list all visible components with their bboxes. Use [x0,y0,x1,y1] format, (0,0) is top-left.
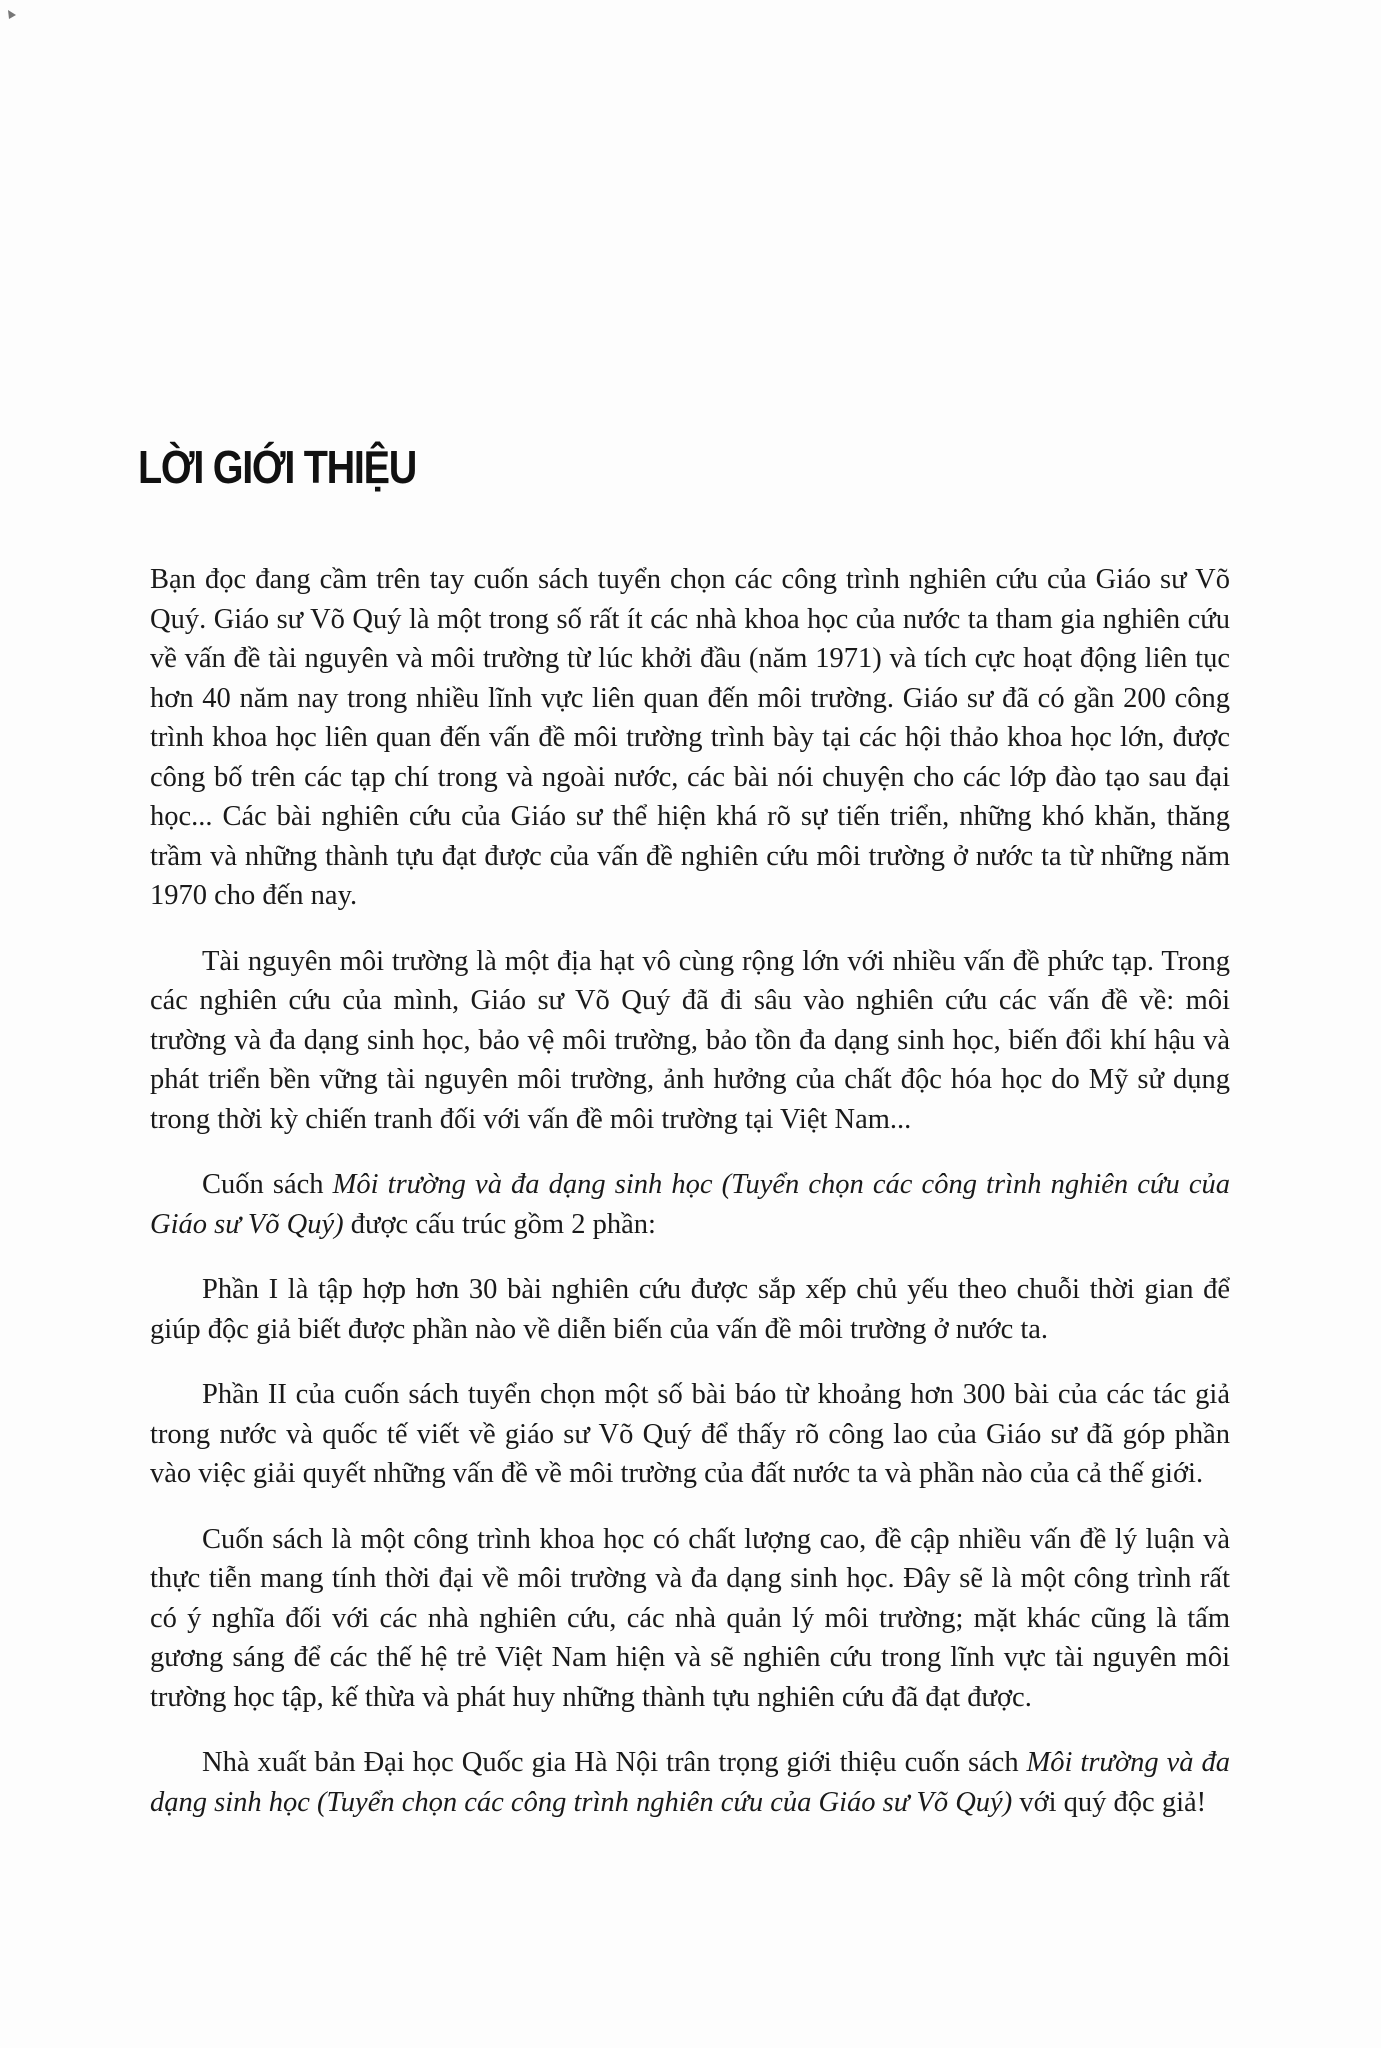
italic-book-title: Môi trường và đa dạng sinh học (Tuyển chọn các công trình nghiên cứu của Giáo sư Võ Quý) [150,1169,1230,1240]
body-text [150,560,1230,1848]
paragraph-2 [150,942,1230,1140]
paragraph-text: Phần I là tập hợp hơn 30 bài nghiên cứu được sắp xếp chủ yếu theo chuỗi thời gian để giúp độc giả biết được phần nào về diễn biến của vấn đề môi trường ở nước ta. [150,1274,1230,1345]
paragraph-5 [150,1375,1230,1494]
paragraph-text: Nhà xuất bản Đại học Quốc gia Hà Nội trân trọng giới thiệu cuốn sách [202,1747,1027,1778]
page-heading: LỜI GIỚI THIỆU [138,441,417,493]
paragraph-3 [150,1165,1230,1244]
paragraph-text: Cuốn sách là một công trình khoa học có chất lượng cao, đề cập nhiều vấn đề lý luận và thực tiễn mang tính thời đại về môi trường và đa dạng sinh học. Đây sẽ là một công trình rất có ý nghĩa đối với các nhà nghiên cứu, các nhà quản lý môi trường; mặt khác cũng là tấm gương sáng để các thế hệ trẻ Việt Nam hiện và sẽ nghiên cứu trong lĩnh vực tài nguyên môi trường học tập, kế thừa và phát huy những thành tựu nghiên cứu đã đạt được. [150,1523,1230,1713]
paragraph-text: Tài nguyên môi trường là một địa hạt vô cùng rộng lớn với nhiều vấn đề phức tạp. Trong các nghiên cứu của mình, Giáo sư Võ Quý đã đi sâu vào nghiên cứu các vấn đề về: môi trường và đa dạng sinh học, bảo vệ môi trường, bảo tồn đa dạng sinh học, biến đổi khí hậu và phát triển bền vững tài nguyên môi trường, ảnh hưởng của chất độc hóa học do Mỹ sử dụng trong thời kỳ chiến tranh đối với vấn đề môi trường tại Việt Nam... [150,945,1230,1135]
paragraph-text: được cấu trúc gồm 2 phần: [343,1208,656,1240]
italic-book-title: Môi trường và đa dạng sinh học (Tuyển chọn các công trình nghiên cứu của Giáo sư Võ Quý) [150,1747,1230,1818]
paragraph-6 [150,1520,1230,1718]
paragraph-text: Bạn đọc đang cầm trên tay cuốn sách tuyển chọn các công trình nghiên cứu của Giáo sư Võ Quý. Giáo sư Võ Quý là một trong số rất ít các nhà khoa học của nước ta tham gia nghiên cứu về vấn đề tài nguyên và môi trường từ lúc khởi đầu (năm 1971) và tích cực hoạt động liên tục hơn 40 năm nay trong nhiều lĩnh vực liên quan đến môi trường. Giáo sư đã có gần 200 công trình khoa học liên quan đến vấn đề môi trường trình bày tại các hội thảo khoa học lớn, được công bố trên các tạp chí trong và ngoài nước, các bài nói chuyện cho các lớp đào tạo sau đại học... Các bài nghiên cứu của Giáo sư thể hiện khá rõ sự tiến triển, những khó khăn, thăng trầm và những thành tựu đạt được của vấn đề nghiên cứu môi trường ở nước ta từ những năm 1970 cho đến nay. [150,564,1230,911]
paragraph-1 [150,560,1230,916]
corner-mark [6,8,20,22]
paragraph-text: Cuốn sách [202,1169,333,1200]
paragraph-7 [150,1743,1230,1822]
paragraph-text: Phần II của cuốn sách tuyển chọn một số bài báo từ khoảng hơn 300 bài của các tác giả trong nước và quốc tế viết về giáo sư Võ Quý để thấy rõ công lao của Giáo sư đã góp phần vào việc giải quyết những vấn đề về môi trường của đất nước ta và phần nào của cả thế giới. [150,1379,1230,1489]
paragraph-text: với quý độc giả! [1012,1786,1207,1818]
paragraph-4 [150,1270,1230,1349]
